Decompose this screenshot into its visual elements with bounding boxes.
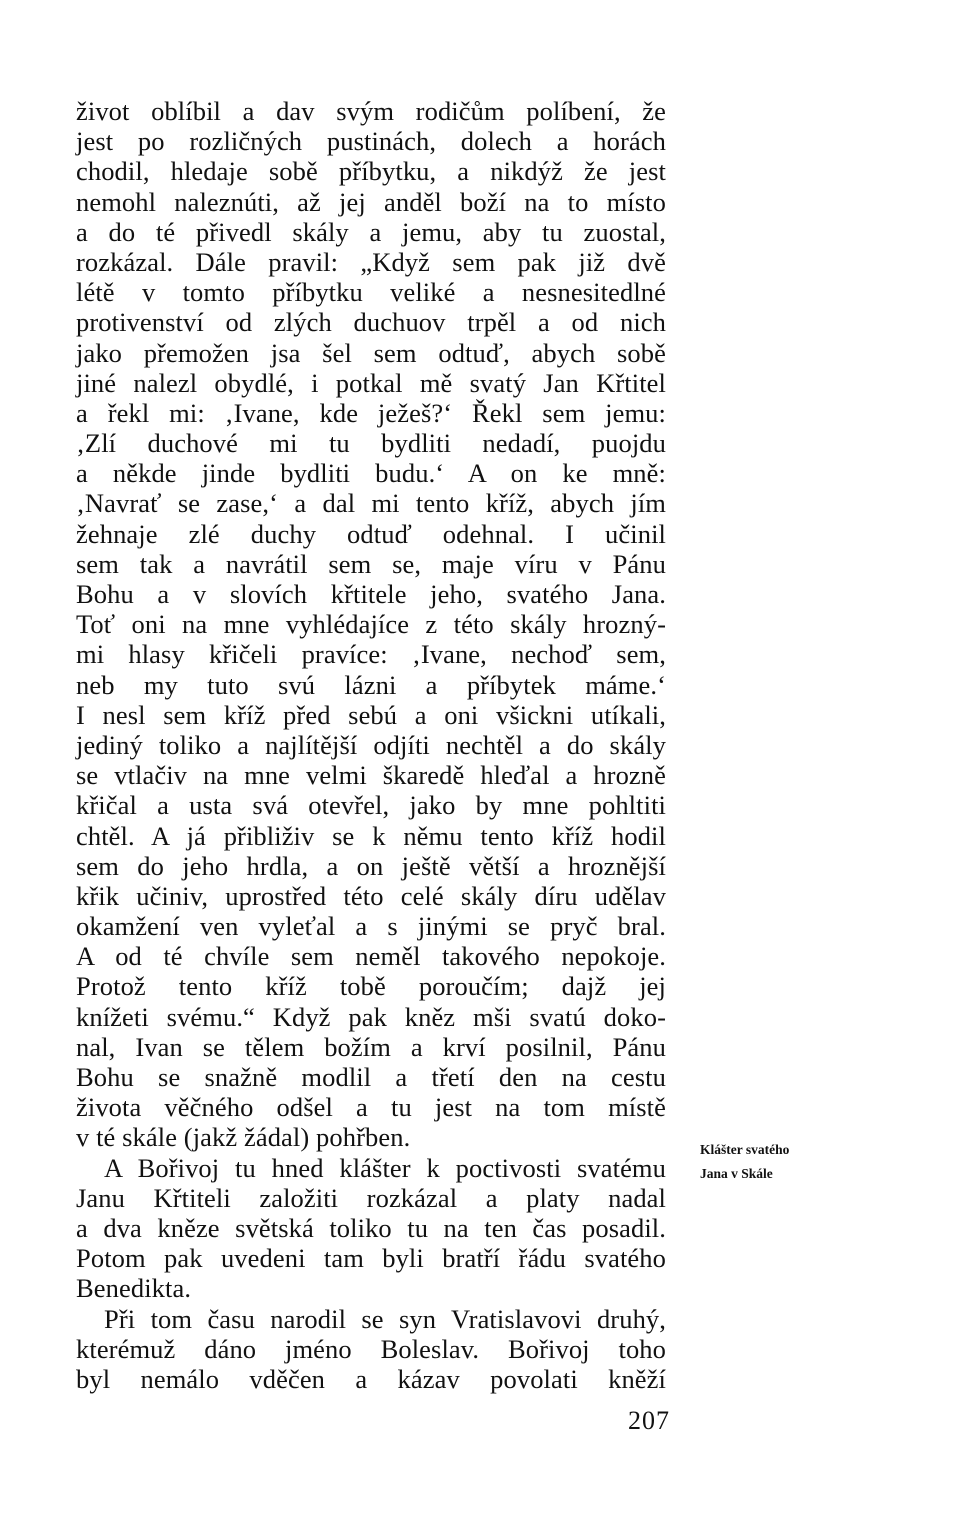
text-line: kterémuž dáno jméno Boleslav. Bořivoj toho	[76, 1333, 666, 1364]
marginal-note	[700, 1138, 840, 1186]
text-line: Bohu a v slovích křtitele jeho, svatého Jana.	[76, 579, 666, 609]
text-line: sem do jeho hrdla, a on ještě větší a hroznější	[76, 850, 666, 881]
text-line: okamžení ven vyleťal a s jinými se pryč bral.	[76, 911, 666, 942]
text-line: mi hlasy křičeli pravíce: ‚Ivane, nechoď sem,	[76, 639, 666, 670]
text-line: knížeti svému.“ Když pak kněz mši svatú doko-	[76, 1001, 666, 1032]
text-line: Potom pak uvedeni tam byli bratří řádu svatého	[76, 1243, 666, 1274]
text-line: rozkázal. Dále pravil: „Když sem pak již dvě	[76, 246, 666, 277]
text-line: a dva kněze světská toliko tu na ten čas posadil.	[76, 1212, 666, 1243]
text-line: jako přemožen jsa šel sem odtuď, abych sobě	[76, 337, 666, 368]
body-text	[76, 96, 666, 1394]
marginal-note-line: Klášter svatého	[700, 1142, 790, 1157]
text-line: A Bořivoj tu hned klášter k poctivosti svatému	[104, 1152, 666, 1183]
text-line: života věčného odšel a tu jest na tom místě	[76, 1092, 666, 1123]
text-line: sem tak a navrátil sem se, maje víru v Pánu	[76, 548, 666, 579]
text-line: Benedikta.	[76, 1273, 192, 1304]
text-line: v té skále (jakž žádal) pohřben.	[76, 1122, 411, 1153]
text-line: ‚Navrať se zase,‘ a dal mi tento kříž, abych jím	[76, 488, 666, 519]
text-line: ‚Zlí duchové mi tu bydliti nedadí, puojdu	[76, 428, 666, 459]
text-line: létě v tomto příbytku veliké a nesnesitedlné	[76, 277, 666, 308]
text-line: křičal a usta svá otevřel, jako by mne pohltiti	[76, 790, 666, 821]
marginal-note-line: Jana v Skále	[700, 1166, 773, 1181]
text-line: Protož tento kříž tobě poroučím; dajž jej	[76, 971, 666, 1002]
text-line: nemohl naleznúti, až jej anděl boží na to místo	[76, 186, 666, 217]
text-line: I nesl sem kříž před sebú a oni všickni utíkali,	[76, 699, 666, 730]
page-number: 207	[628, 1406, 670, 1435]
text-line: život oblíbil a dav svým rodičům políbení, že	[76, 96, 666, 126]
text-line: se vtlačiv na mne velmi škaredě hleďal a hrozně	[76, 760, 666, 791]
text-line: jiné nalezl obydlé, i potkal mě svatý Jan Křtitel	[76, 367, 666, 398]
text-line: Při tom času narodil se syn Vratislavovi druhý,	[104, 1303, 666, 1334]
text-line: Janu Křtiteli založiti rozkázal a platy nadal	[76, 1182, 666, 1213]
text-line: jediný toliko a najlítější odjíti nechtěl a do skály	[76, 729, 666, 760]
text-line: Toť oni na mne vyhlédajíce z této skály hrozný-	[76, 609, 666, 640]
text-line: jest po rozličných pustinách, dolech a horách	[76, 126, 666, 157]
text-line: chtěl. A já přibliživ se k němu tento kříž hodil	[76, 820, 666, 851]
text-line: neb my tuto svú lázni a příbytek máme.‘	[76, 669, 666, 700]
text-line: žehnaje zlé duchy odtuď odehnal. I učinil	[76, 518, 666, 549]
text-line: a někde jinde bydliti budu.‘ A on ke mně:	[76, 458, 666, 489]
text-line: protivenství od zlých duchuov trpěl a od nich	[76, 307, 666, 338]
text-line: nal, Ivan se tělem božím a krví posilnil, Pánu	[76, 1031, 666, 1062]
text-line: chodil, hledaje sobě příbytku, a nikdýž že jest	[76, 156, 666, 187]
text-line: A od té chvíle sem neměl takového nepokoje.	[76, 941, 666, 972]
text-line: byl nemálo vděčen a kázav povolati kněží	[76, 1363, 666, 1394]
text-line: a do té přivedl skály a jemu, aby tu zuostal,	[76, 216, 666, 247]
text-line: Bohu se snažně modlil a třetí den na cestu	[76, 1062, 666, 1092]
text-line: a řekl mi: ‚Ivane, kde ježeš?‘ Řekl sem jemu:	[76, 397, 666, 428]
text-line: křik učiniv, uprostřed této celé skály díru udělav	[76, 880, 666, 911]
